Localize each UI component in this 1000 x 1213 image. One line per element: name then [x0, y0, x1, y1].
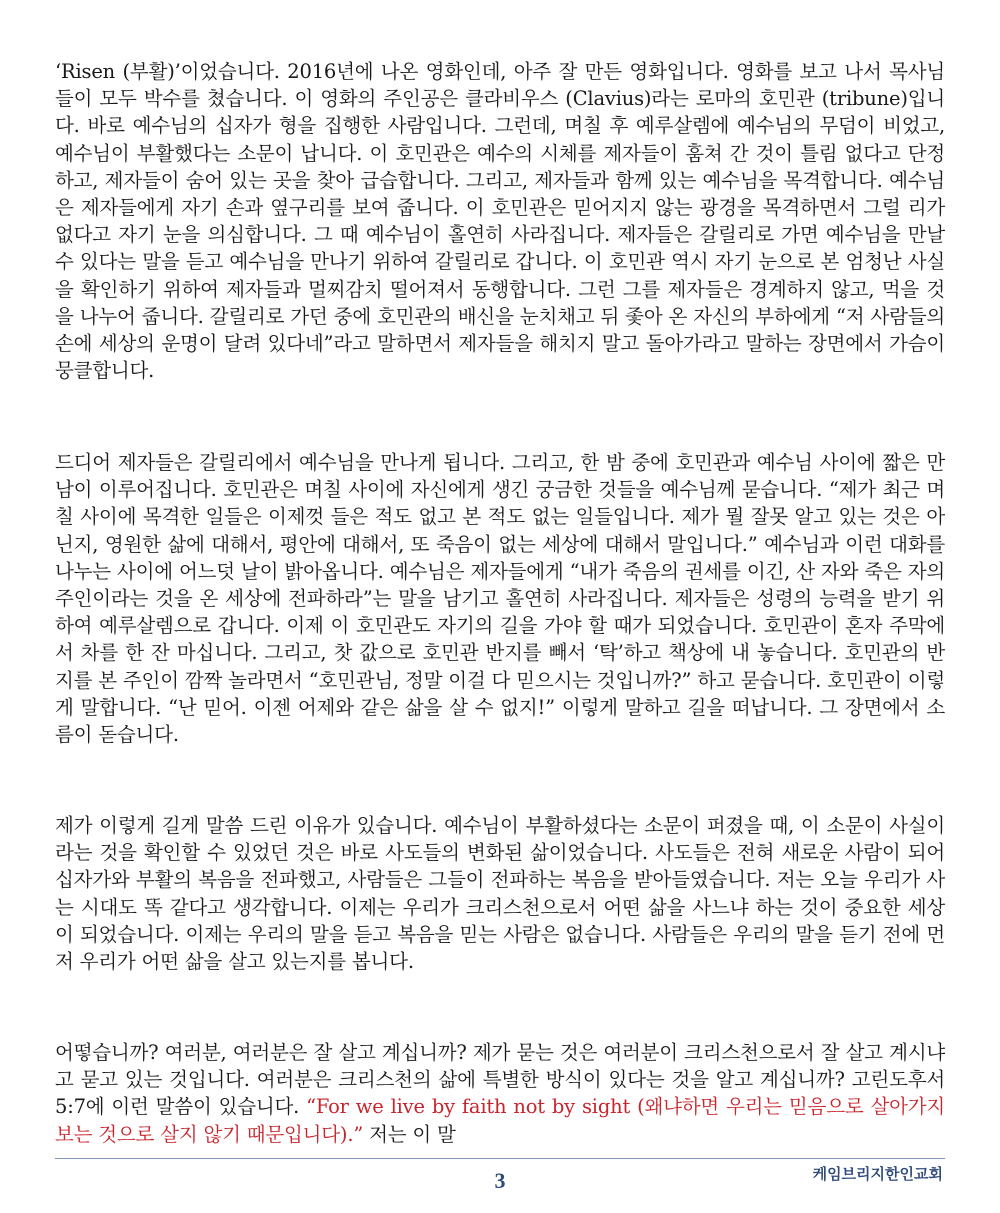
paragraph-lead-text: 어떻습니까? 여러분, 여러분은 잘 살고 계십니까? 제가 묻는 것은 여러분이 크리스천으로서 잘 살고 계시냐고 묻고 있는 것입니다. 여러분은 크리스천의 삶에 특별한 방식이 있다는 것을 알고 계십니까? 고린도후서 5:7에 이런 말씀이 있습니다.	[55, 1041, 945, 1119]
scripture-quote: “For we live by faith not by sight (왜냐하면 우리는 믿음으로 살아가지 보는 것으로 살지 않기 때문입니다).”	[55, 1095, 946, 1146]
paragraph-risen-summary: ‘Risen (부활)’이었습니다. 2016년에 나온 영화인데, 아주 잘 만든 영화입니다. 영화를 보고 나서 목사님들이 모두 박수를 쳤습니다. 이 영화의 주인공은 클라비우스 (Clavius)라는 로마의 호민관 (tribune)입니다. 바로 예수님의 십자가 형을 집행한 사람입니다. 그런데, 며칠 후 예루살렘에 예수님의 무덤이 비었고, 예수님이 부활했다는 소문이 납니다. 이 호민관은 예수의 시체를 제자들이 훔쳐 간 것이 틀림 없다고 단정하고, 제자들이 숨어 있는 곳을 찾아 급습합니다. 그리고, 제자들과 함께 있는 예수님을 목격합니다. 예수님은 제자들에게 자기 손과 옆구리를 보여 줍니다. 이 호민관은 믿어지지 않는 광경을 목격하면서 그럴 리가 없다고 자기 눈을 의심합니다. 그 때 예수님이 홀연히 사라집니다. 제자들은 갈릴리로 가면 예수님을 만날 수 있다는 말을 듣고 예수님을 만나기 위하여 갈릴리로 갑니다. 이 호민관 역시 자기 눈으로 본 엄청난 사실을 확인하기 위하여 제자들과 멀찌감치 떨어져서 동행합니다. 그런 그를 제자들은 경계하지 않고, 먹을 것을 나누어 줍니다. 갈릴리로 가던 중에 호민관의 배신을 눈치채고 뒤 좇아 온 자신의 부하에게 “저 사람들의 손에 세상의 운명이 달려 있다네”라고 말하면서 제자들을 해치지 말고 돌아가라고 말하는 장면에서 가슴이 뭉클합니다.	[55, 60, 945, 383]
paragraph-living-by-faith	[55, 1039, 945, 1148]
paragraph-changed-lives: 제가 이렇게 길게 말씀 드린 이유가 있습니다. 예수님이 부활하셨다는 소문이 퍼졌을 때, 이 소문이 사실이라는 것을 확인할 수 있었던 것은 바로 사도들의 변화된 삶이었습니다. 사도들은 전혀 새로운 사람이 되어 십자가와 부활의 복음을 전파했고, 사람들은 그들이 전파하는 복음을 받아들였습니다. 저는 오늘 우리가 사는 시대도 똑 같다고 생각합니다. 이제는 우리가 크리스천으로서 어떤 삶을 사느냐 하는 것이 중요한 세상이 되었습니다. 이제는 우리의 말을 듣고 복음을 믿는 사람은 없습니다. 사람들은 우리의 말을 듣기 전에 먼저 우리가 어떤 삶을 살고 있는지를 봅니다.	[55, 814, 945, 974]
paragraph-tail-text: 저는 이 말	[363, 1122, 456, 1146]
church-name: 케임브리지한인교회	[812, 1165, 943, 1183]
paragraph-disciples-meeting: 드디어 제자들은 갈릴리에서 예수님을 만나게 됩니다. 그리고, 한 밤 중에 호민관과 예수님 사이에 짧은 만남이 이루어집니다. 호민관은 며칠 사이에 자신에게 생긴 궁금한 것들을 예수님께 묻습니다. “제가 최근 며칠 사이에 목격한 일들은 이제껏 들은 적도 없고 본 적도 없는 일들입니다. 제가 뭘 잘못 알고 있는 것은 아닌지, 영원한 삶에 대해서, 평안에 대해서, 또 죽음이 없는 세상에 대해서 말입니다.” 예수님과 이런 대화를 나누는 사이에 어느덧 날이 밝아옵니다. 예수님은 제자들에게 “내가 죽음의 권세를 이긴, 산 자와 죽은 자의 주인이라는 것을 온 세상에 전파하라”는 말을 남기고 홀연히 사라집니다. 제자들은 성령의 능력을 받기 위하여 예루살렘으로 갑니다. 이제 이 호민관도 자기의 길을 가야 할 때가 되었습니다. 호민관이 혼자 주막에서 차를 한 잔 마십니다. 그리고, 찻 값으로 호민관 반지를 빼서 ‘탁’하고 책상에 내 놓습니다. 호민관의 반지를 본 주인이 깜짝 놀라면서 “호민관님, 정말 이걸 다 믿으시는 것입니까?” 하고 묻습니다. 호민관이 이렇게 말합니다. “난 믿어. 이젠 어제와 같은 삶을 살 수 없지!” 이렇게 말하고 길을 떠납니다. 그 장면에서 소름이 돋습니다.	[55, 451, 945, 747]
page-number: 3	[494, 1168, 506, 1193]
footer-divider	[55, 1158, 945, 1159]
